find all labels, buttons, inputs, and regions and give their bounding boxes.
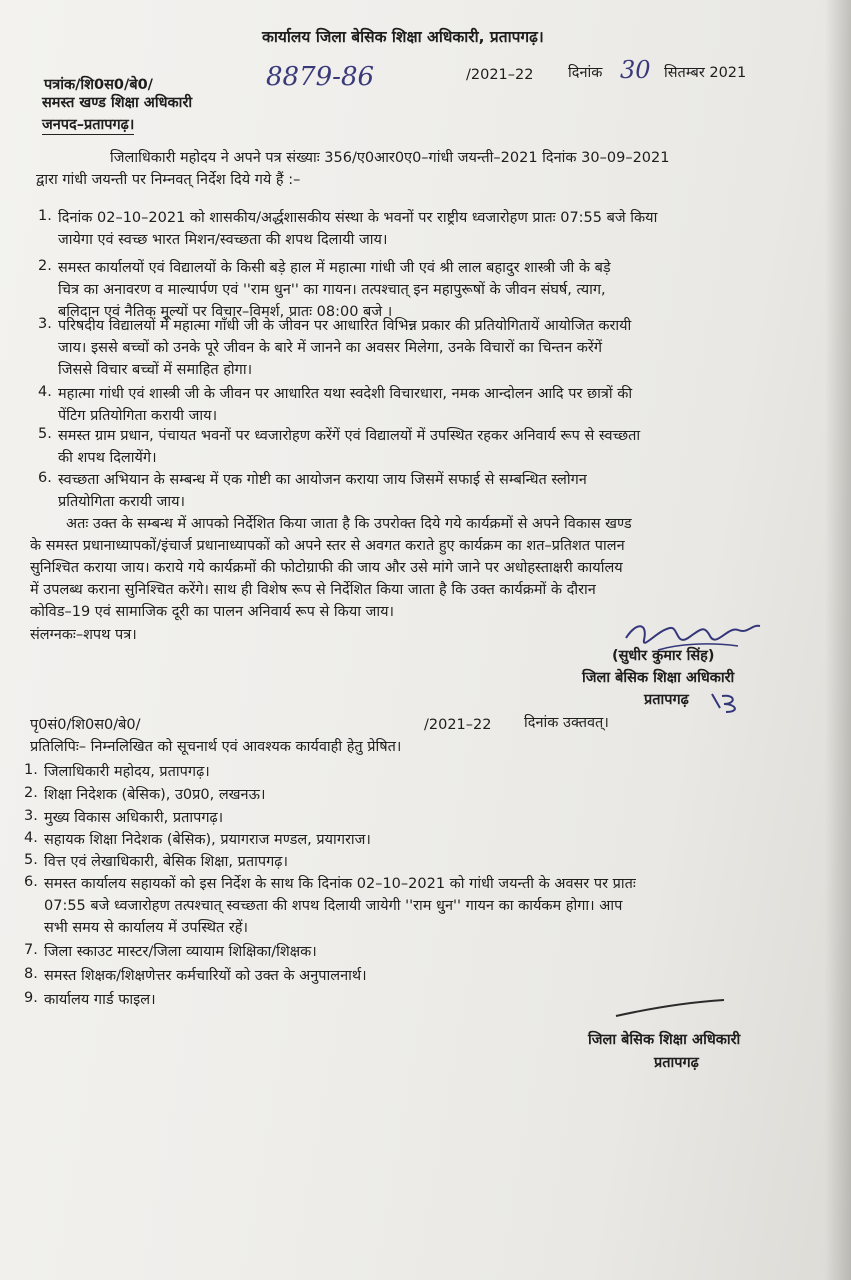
copy-heading: प्रतिलिपिः– निम्नलिखित को सूचनार्थ एवं आवश्यक कार्यवाही हेतु प्रेषित।: [30, 739, 402, 755]
date-month-year: सितम्बर 2021: [664, 65, 747, 81]
directive-line: जाय। इससे बच्चों को उनके पूरे जीवन के बारे में जानने का अवसर मिलेगा, उनके विचारों का चिन्तन करेंगें: [58, 340, 603, 356]
instruction-line: के समस्त प्रधानाध्यापकों/इंचार्ज प्रधानाध्यापकों को अपने स्तर से अवगत कराते हुए कार्यक्रम का शत–प्रतिशत पालन: [30, 538, 625, 554]
copy-item-number: 1.: [24, 762, 38, 778]
instruction-line: अतः उक्त के सम्बन्ध में आपको निर्देशित किया जाता है कि उपरोक्त दिये गये कार्यक्रमों से अपने विकास खण्ड: [66, 516, 632, 532]
signatory-designation: जिला बेसिक शिक्षा अधिकारी: [582, 670, 735, 686]
copy-item-number: 2.: [24, 785, 38, 801]
directive-line: बलिदान एवं नैतिक मूल्यों पर विचार–विमर्श, प्रातः 08:00 बजे ।: [58, 304, 393, 320]
copy-date: दिनांक उक्तवत्।: [524, 715, 609, 731]
copy-item-line: सहायक शिक्षा निदेशक (बेसिक), प्रयागराज मण्डल, प्रयागराज।: [44, 832, 371, 848]
letter-number-handwritten: 8879-86: [266, 62, 375, 92]
directive-line: दिनांक 02–10–2021 को शासकीय/अर्द्धशासकीय संस्था के भवनों पर राष्ट्रीय ध्वजारोहण प्रातः 07:55 बजे किया: [58, 210, 658, 226]
date-day-handwritten: 30: [620, 56, 651, 84]
handwritten-mark: [706, 690, 746, 716]
copy-session: /2021–22: [424, 717, 492, 733]
directive-line: प्रतियोगिता करायी जाय।: [58, 494, 186, 510]
copy-item-line: वित्त एवं लेखाधिकारी, बेसिक शिक्षा, प्रतापगढ़।: [44, 854, 288, 870]
directive-line: स्वच्छता अभियान के सम्बन्ध में एक गोष्टी का आयोजन कराया जाय जिसमें सफाई से सम्बन्धित स्लोगन: [58, 472, 587, 488]
directive-number: 1.: [38, 208, 52, 224]
recipient: समस्त खण्ड शिक्षा अधिकारी: [42, 95, 193, 111]
copy-item-number: 4.: [24, 830, 38, 846]
directive-line: महात्मा गांधी एवं शास्त्री जी के जीवन पर आधारित यथा स्वदेशी विचारधारा, नमक आन्दोलन आदि पर छात्रों की: [58, 386, 633, 402]
directive-number: 4.: [38, 384, 52, 400]
copy-item-line: सभी समय से कार्यालय में उपस्थित रहें।: [44, 920, 249, 936]
copy-item-line: 07:55 बजे ध्वजारोहण तत्पश्चात् स्वच्छता की शपथ दिलायी जायेगी ''राम धुन'' गायन का कार्यकम होगा। आप: [44, 898, 623, 914]
copy-item-line: शिक्षा निदेशक (बेसिक), उ0प्र0, लखनऊ।: [44, 787, 266, 803]
date-label: दिनांक: [568, 65, 603, 81]
letter-prefix: पत्रांक/शि0स0/बे0/: [44, 77, 153, 93]
enclosure-note: संलग्नकः–शपथ पत्र।: [30, 627, 137, 643]
directive-line: जिससे विचार बच्चों में समाहित होगा।: [58, 362, 253, 378]
copy-item-line: जिला स्काउट मास्टर/जिला व्यायाम शिक्षिका/शिक्षक।: [44, 944, 317, 960]
copy-item-number: 3.: [24, 808, 38, 824]
district: [42, 116, 134, 134]
intro-line-1: जिलाधिकारी महोदय ने अपने पत्र संख्याः 356/ए0आर0ए0–गांधी जयन्ती–2021 दिनांक 30–09–2021: [110, 150, 670, 166]
signature2-designation: जिला बेसिक शिक्षा अधिकारी: [588, 1032, 741, 1048]
instruction-line: कोविड–19 एवं सामाजिक दूरी का पालन अनिवार्य रूप से किया जाय।: [30, 604, 395, 620]
signatory-name: (सुधीर कुमार सिंह): [612, 648, 715, 664]
signature-line: [612, 996, 732, 1020]
directive-line: की शपथ दिलायेंगे।: [58, 450, 157, 466]
directive-line: परिषदीय विद्यालयों में महात्मा गाँधी जी के जीवन पर आधारित विभिन्न प्रकार की प्रतियोगितायें आयोजित करायी: [58, 318, 632, 334]
directive-line: समस्त ग्राम प्रधान, पंचायत भवनों पर ध्वजारोहण करेंगें एवं विद्यालयों में उपस्थित रहकर अनिवार्य रूप से स्वच्छता: [58, 428, 641, 444]
copy-item-number: 8.: [24, 966, 38, 982]
signature2-place: प्रतापगढ़: [654, 1055, 699, 1071]
copy-item-number: 5.: [24, 852, 38, 868]
intro-line-2: द्वारा गांधी जयन्ती पर निम्नवत् निर्देश दिये गये हैं :–: [36, 172, 301, 188]
copy-item-number: 6.: [24, 874, 38, 890]
directive-line: चित्र का अनावरण व माल्यार्पण एवं ''राम धुन'' का गायन। तत्पश्चात् इन महापुरूषों के जीवन संघर्ष, त्याग,: [58, 282, 606, 298]
directive-number: 5.: [38, 426, 52, 442]
instruction-line: सुनिश्चित कराया जाय। कराये गये कार्यक्रमों की फोटोग्राफी की जाय और उसे मांगे जाने पर अधोहस्ताक्षरी कार्यालय: [30, 560, 623, 576]
copy-item-number: 7.: [24, 942, 38, 958]
session: /2021–22: [466, 67, 534, 83]
copy-item-line: जिलाधिकारी महोदय, प्रतापगढ़।: [44, 764, 210, 780]
office-title: कार्यालय जिला बेसिक शिक्षा अधिकारी, प्रतापगढ़।: [262, 28, 544, 46]
directive-line: पेंटिग प्रतियोगिता करायी जाय।: [58, 408, 218, 424]
signatory-place: प्रतापगढ़: [644, 692, 689, 708]
copy-item-line: समस्त शिक्षक/शिक्षणेत्तर कर्मचारियों को उक्त के अनुपालनार्थ।: [44, 968, 367, 984]
directive-number: 6.: [38, 470, 52, 486]
directive-number: 3.: [38, 316, 52, 332]
copy-item-line: मुख्य विकास अधिकारी, प्रतापगढ़।: [44, 810, 224, 826]
copy-prefix: पृ0सं0/शि0स0/बे0/: [30, 717, 141, 733]
page-shadow-edge: [825, 0, 851, 1280]
directive-line: जायेगा एवं स्वच्छ भारत मिशन/स्वच्छता की शपथ दिलायी जाय।: [58, 232, 388, 248]
directive-number: 2.: [38, 258, 52, 274]
instruction-line: में उपलब्ध कराना सुनिश्चित करेंगे। साथ ही विशेष रूप से निर्देशित किया जाता है कि उक्त कार्यक्रमों के दौरान: [30, 582, 596, 598]
copy-item-line: समस्त कार्यालय सहायकों को इस निर्देश के साथ कि दिनांक 02–10–2021 को गांधी जयन्ती के अवसर पर प्रातः: [44, 876, 636, 892]
directive-line: समस्त कार्यालयों एवं विद्यालयों के किसी बड़े हाल में महात्मा गांधी जी एवं श्री लाल बहादुर शास्त्री जी के बड़े: [58, 260, 611, 276]
copy-item-number: 9.: [24, 990, 38, 1006]
district-text: जनपद–प्रतापगढ़।: [42, 117, 135, 133]
copy-item-line: कार्यालय गार्ड फाइल।: [44, 992, 156, 1008]
